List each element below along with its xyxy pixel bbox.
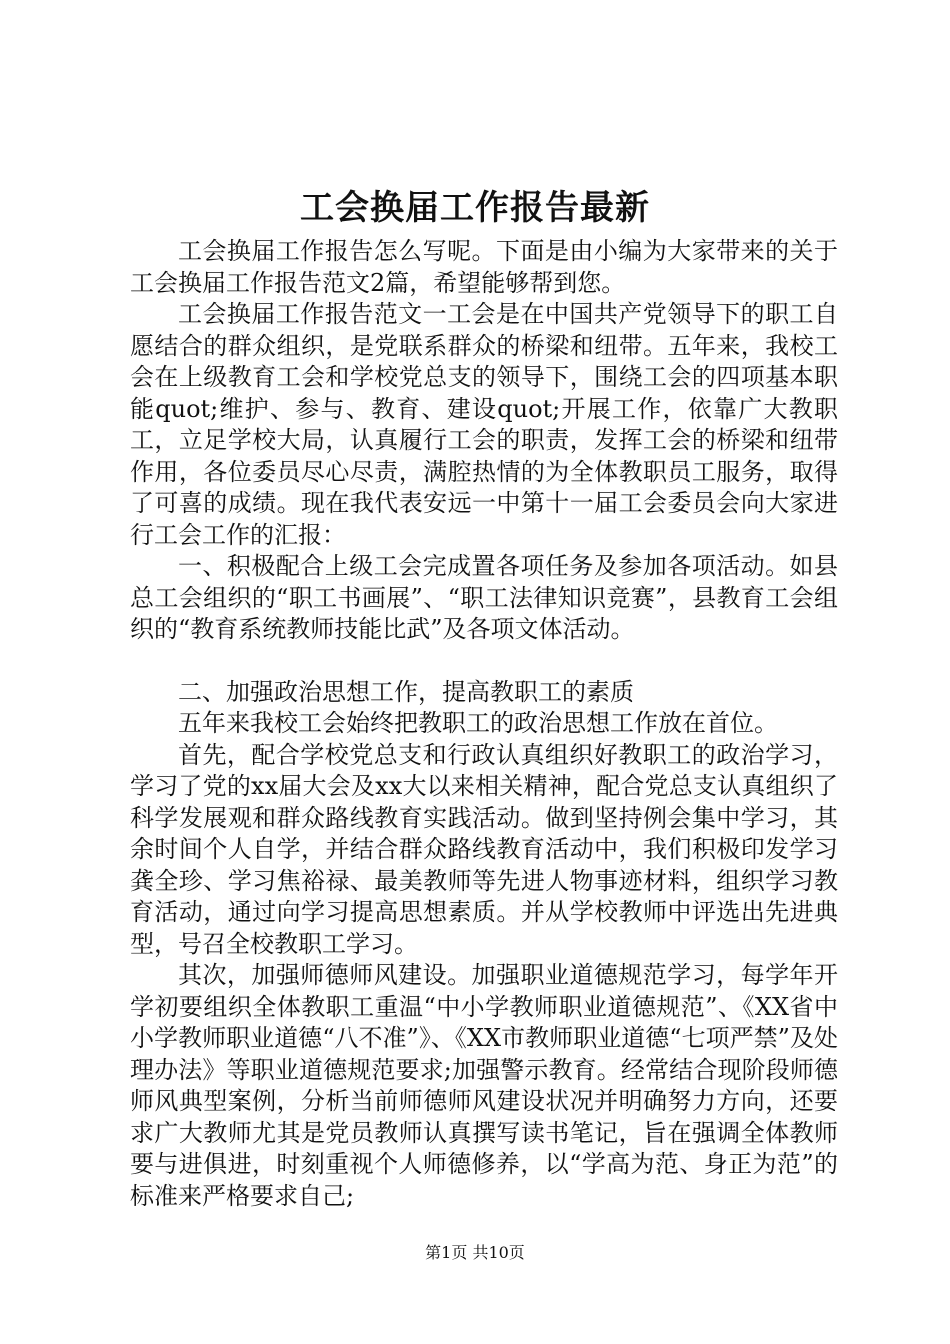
paragraph-first: 首先，配合学校党总支和行政认真组织好教职工的政治学习，学习了党的xx届大会及xx大以来相关精神，配合党总支认真组织了科学发展观和群众路线教育实践活动。做到坚持例会集中学习，其余时间个人自学，并结合群众路线教育活动中，我们积极印发学习龚全珍、学习焦裕禄、最美教师等先进人物事迹材料，组织学习教育活动，通过向学习提高思想素质。并从学校教师中评选出先进典型，号召全校教职工学习。 — [130, 740, 838, 958]
section-heading-two: 二、加强政治思想工作，提高教职工的素质 — [178, 677, 634, 706]
paragraph-section-one: 一、积极配合上级工会完成置各项任务及参加各项活动。如县总工会组织的“职工书画展”、“职工法律知识竞赛”，县教育工会组织的“教育系统教师技能比武”及各项文体活动。 — [130, 552, 838, 643]
document-body — [130, 236, 838, 1212]
paragraph-second: 其次，加强师德师风建设。加强职业道德规范学习，每学年开学初要组织全体教职工重温“中小学教师职业道德规范”、《XX省中小学教师职业道德“八不准”》、《XX市教师职业道德“七项严禁”及处理办法》等职业道德规范要求;加强警示教育。经常结合现阶段师德师风典型案例，分析当前师德师风建设状况并明确努力方向，还要求广大教师尤其是党员教师认真撰写读书笔记，旨在强调全体教师要与进俱进，时刻重视个人师德修养，以“学高为范、身正为范”的标准来严格要求自己; — [130, 961, 838, 1210]
paragraph-five-years: 五年来我校工会始终把教职工的政治思想工作放在首位。 — [178, 709, 778, 737]
paragraph-intro: 工会换届工作报告怎么写呢。下面是由小编为大家带来的关于工会换届工作报告范文2篇，希望能够帮到您。 — [130, 237, 838, 297]
page-footer: 第1页 共10页 — [425, 1243, 525, 1262]
paragraph-gap — [130, 646, 838, 677]
paragraph-sample-one: 工会换届工作报告范文一工会是在中国共产党领导下的职工自愿结合的群众组织，是党联系群众的桥梁和纽带。五年来，我校工会在上级教育工会和学校党总支的领导下，围绕工会的四项基本职能quot;维护、参与、教育、建设quot;开展工作，依靠广大教职工，立足学校大局，认真履行工会的职责，发挥工会的桥梁和纽带作用，各位委员尽心尽责，满腔热情的为全体教职员工服务，取得了可喜的成绩。现在我代表安远一中第十一届工会委员会向大家进行工会工作的汇报： — [130, 300, 838, 549]
document-title: 工会换届工作报告最新 — [300, 188, 650, 228]
